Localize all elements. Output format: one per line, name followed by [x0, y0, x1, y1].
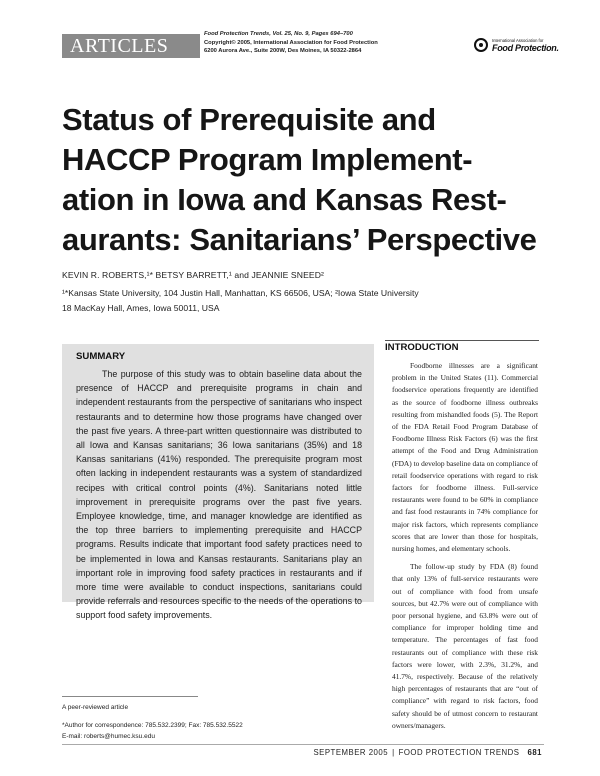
title-line: Status of Prerequisite and — [62, 102, 436, 137]
journal-title: Food Protection Trends, Vol. 25, No. 9, Pages 694–700 — [204, 31, 353, 37]
summary-text: The purpose of this study was to obtain baseline data about the presence of HACCP and prerequisite programs in chain and independent restaurants from the perspective of sanitarians who inspect restaurants and to determine how those programs have changed over the past five years. A three-part written questionnaire was distributed to all Iowa and Kansas sanitarians; 36 Iowa sanitarians (35%) and 18 Kansas sanitarians (41%) responded. The prerequisite program most often lacking in independent restaurants was a system of standardized recipes with critical control points (4%). Sanitarians noted little improvement in prerequisite programs over the past five years. Employee knowledge, time, and manager knowledge are identified as the top three barriers to implementing prerequisite and HACCP programs. Results indicate that important food safety practices need to be implemented in Iowa and Kansas restaurants. Sanitarians play an important role in improving food safety practices in restaurants and if more time were available to conduct inspections, sanitarians could provide referrals and resources specific to the needs of the operations to support food safety improvements. — [76, 369, 362, 621]
email-note: E-mail: roberts@humec.ksu.edu — [62, 733, 155, 740]
title-line: aurants: Sanitarians’ Perspective — [62, 222, 537, 257]
correspondence-note: *Author for correspondence: 785.532.2399; Fax: 785.532.5522 — [62, 722, 243, 729]
introduction-paragraph: The follow-up study by FDA (8) found that only 13% of full-service restaurants were out of compliance with food from unsafe sources, but 42.7% were out of compliance with poor personal hygiene, and 63.8% were out of compliance for improper holding time and temperature. The percentages of fast food restaurants out of compliance with these risk factors were lower, with 2.3%, 31.2%, and 41.7%, respectively. Because of the relatively high percentages of restaurants that are “out of compliance” with regard to risk factors, food safety should be of utmost concern to restaurant owners/managers. — [392, 562, 538, 730]
iafp-logo — [474, 36, 559, 56]
affiliation-line: ¹*Kansas State University, 104 Justin Hall, Manhattan, KS 66506, USA; ²Iowa State University — [62, 288, 419, 298]
author-list: KEVIN R. ROBERTS,¹* BETSY BARRETT,¹ and JEANNIE SNEED² — [62, 270, 325, 280]
footer-divider — [62, 744, 544, 745]
introduction-paragraph: Foodborne illnesses are a significant problem in the United States (11). Commercial foodservice operations frequently are identified as the source of foodborne illness outbreaks resulting from mishandled foods (5). The Report of the FDA Retail Food Program Database of Foodborne Illness Risk Factors (6) was the first attempt of the Food and Drug Administration (FDA) to develop baseline data on compliance of retail foodservice operations with regard to risk factors for foodborne illness. Full-service restaurants were found to be 60% in compliance and fast food restaurants in 74% compliance for major risk factors, which represents compliance scores that are lower than those for hospitals, nursing homes, and elementary schools. — [392, 361, 538, 554]
footnote-divider — [62, 696, 198, 697]
logo-big-text: Food Protection. — [492, 43, 559, 53]
address-line: 6200 Aurora Ave., Suite 200W, Des Moines, IA 50322-2864 — [204, 48, 362, 55]
affiliations — [62, 286, 532, 316]
introduction-body — [392, 360, 538, 738]
footnotes — [62, 702, 374, 742]
introduction-divider — [385, 340, 539, 341]
page-footer — [313, 748, 542, 757]
footer-separator: | — [392, 748, 395, 757]
footer-journal: FOOD PROTECTION TRENDS — [398, 748, 520, 757]
logo-small-text: International Association for — [492, 38, 544, 43]
title-line: ation in Iowa and Kansas Rest- — [62, 182, 507, 217]
peer-reviewed-note: A peer-reviewed article — [62, 704, 129, 711]
title-line: HACCP Program Implement- — [62, 142, 473, 177]
logo-ring-icon — [474, 38, 488, 52]
section-label: ARTICLES — [62, 34, 200, 58]
summary-heading: SUMMARY — [76, 351, 126, 362]
copyright-line: Copyright© 2005, International Association for Food Protection — [204, 39, 378, 46]
page-number: 681 — [527, 748, 542, 757]
introduction-heading: INTRODUCTION — [385, 342, 459, 353]
article-title — [62, 100, 537, 260]
summary-box — [62, 344, 374, 621]
journal-citation — [204, 30, 474, 56]
affiliation-line: 18 MacKay Hall, Ames, Iowa 50011, USA — [62, 303, 220, 313]
footer-issue: SEPTEMBER 2005 — [313, 748, 389, 757]
